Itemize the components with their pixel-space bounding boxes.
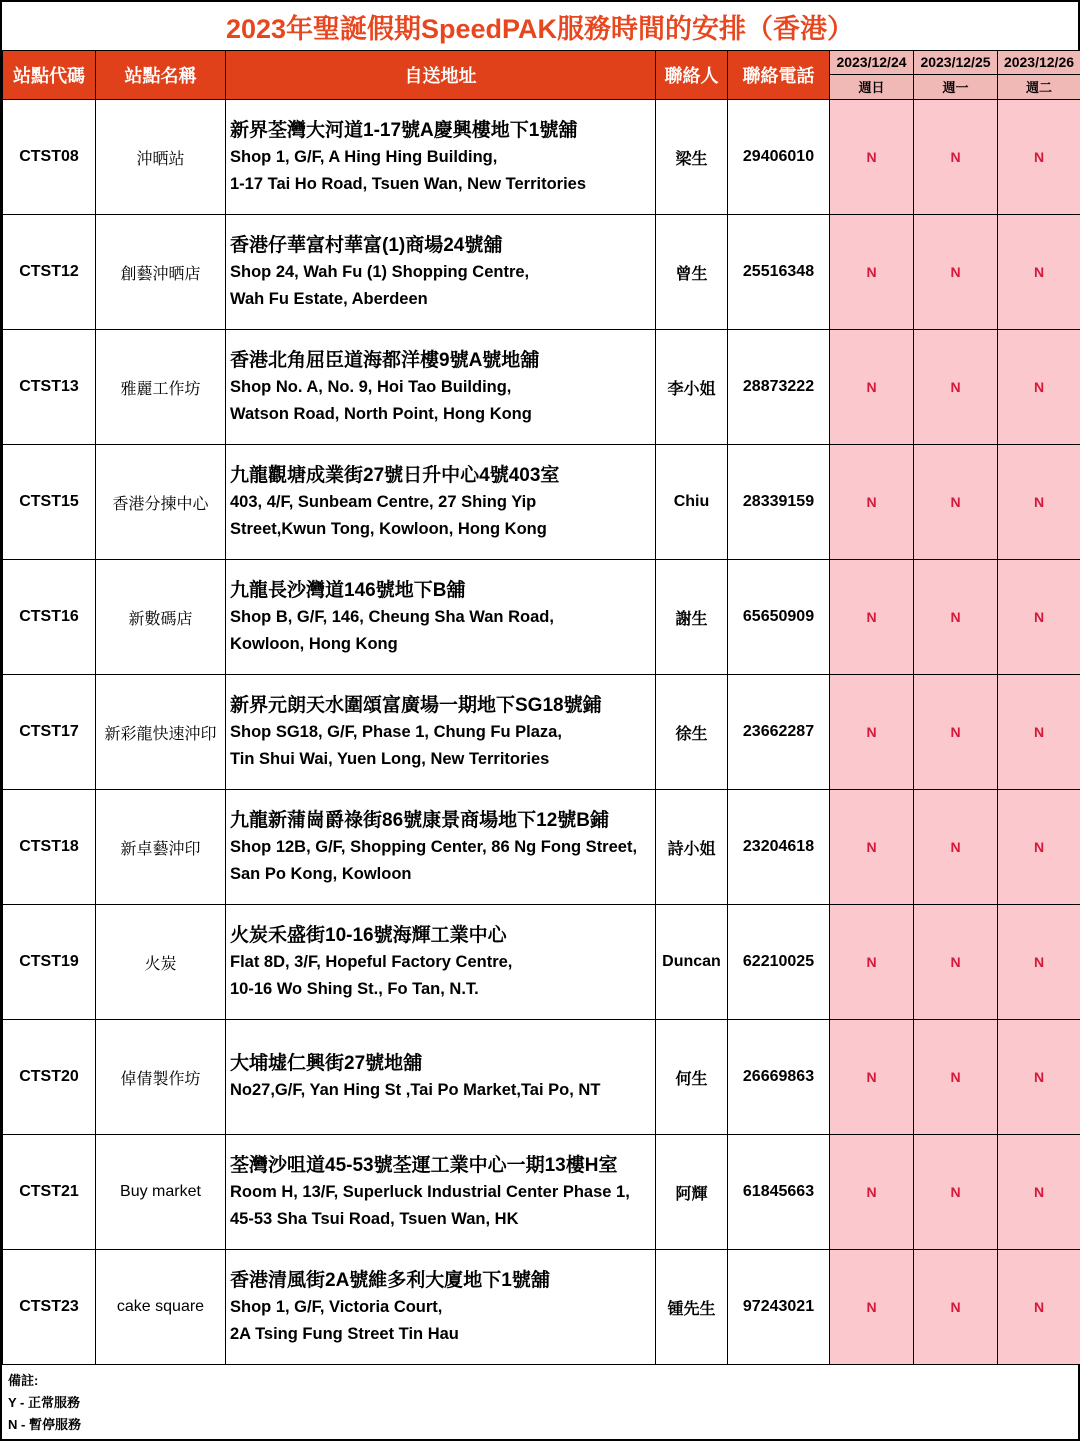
station-address <box>226 790 656 905</box>
status-2023-12-26: N <box>998 1135 1080 1250</box>
station-name: 火炭 <box>96 905 226 1020</box>
header-weekday-3: 週二 <box>998 74 1080 99</box>
station-name: 新卓藝沖印 <box>96 790 226 905</box>
address-english-line1: Room H, 13/F, Superluck Industrial Center Phase 1, <box>230 1182 630 1201</box>
notes-n: N - 暫停服務 <box>8 1417 81 1432</box>
station-name: 新數碼店 <box>96 560 226 675</box>
address-chinese: 九龍觀塘成業街27號日升中心4號403室 <box>230 464 560 486</box>
station-name: 雅麗工作坊 <box>96 330 226 445</box>
contact-phone: 62210025 <box>728 905 830 1020</box>
station-address <box>226 330 656 445</box>
address-english-line2: Watson Road, North Point, Hong Kong <box>230 404 532 423</box>
address-english-line2: Street,Kwun Tong, Kowloon, Hong Kong <box>230 519 547 538</box>
station-name: Buy market <box>96 1135 226 1250</box>
status-2023-12-24: N <box>830 905 914 1020</box>
contact-person: 何生 <box>656 1020 728 1135</box>
status-2023-12-24: N <box>830 445 914 560</box>
address-chinese: 香港清風街2A號維多利大廈地下1號舖 <box>230 1269 550 1291</box>
station-code: CTST21 <box>3 1135 96 1250</box>
address-chinese: 火炭禾盛街10-16號海輝工業中心 <box>230 924 507 946</box>
address-english-line2: San Po Kong, Kowloon <box>230 864 412 883</box>
contact-person: 謝生 <box>656 560 728 675</box>
address-english-line2: Kowloon, Hong Kong <box>230 634 398 653</box>
station-name: 創藝沖晒店 <box>96 215 226 330</box>
address-chinese: 新界元朗天水圍頌富廣場一期地下SG18號鋪 <box>230 694 602 716</box>
address-english-line1: No27,G/F, Yan Hing St ,Tai Po Market,Tai Po, NT <box>230 1081 601 1099</box>
status-2023-12-25: N <box>914 100 998 215</box>
status-2023-12-24: N <box>830 100 914 215</box>
status-2023-12-26: N <box>998 445 1080 560</box>
address-english-line1: Shop 24, Wah Fu (1) Shopping Centre, <box>230 262 530 281</box>
address-english-line2: 45-53 Sha Tsui Road, Tsuen Wan, HK <box>230 1209 519 1228</box>
contact-person: Chiu <box>656 445 728 560</box>
station-address <box>226 1135 656 1250</box>
status-2023-12-26: N <box>998 905 1080 1020</box>
address-english-line2: 2A Tsing Fung Street Tin Hau <box>230 1324 459 1343</box>
header-contact: 聯絡人 <box>656 51 728 100</box>
contact-person: 詩小姐 <box>656 790 728 905</box>
contact-phone: 26669863 <box>728 1020 830 1135</box>
address-english-line1: 403, 4/F, Sunbeam Centre, 27 Shing Yip <box>230 492 537 511</box>
contact-person: 锺先生 <box>656 1250 728 1365</box>
station-table <box>2 50 1080 1365</box>
station-name: 沖晒站 <box>96 100 226 215</box>
station-code: CTST18 <box>3 790 96 905</box>
status-2023-12-24: N <box>830 330 914 445</box>
table-row <box>3 215 1080 330</box>
status-2023-12-24: N <box>830 215 914 330</box>
station-address <box>226 100 656 215</box>
header-weekday-2: 週一 <box>914 74 998 99</box>
table-row <box>3 905 1080 1020</box>
address-english-line2: 10-16 Wo Shing St., Fo Tan, N.T. <box>230 979 479 998</box>
status-2023-12-25: N <box>914 790 998 905</box>
station-name: 新彩龍快速沖印 <box>96 675 226 790</box>
station-address <box>226 215 656 330</box>
header-date-1: 2023/12/24 <box>830 51 914 75</box>
status-2023-12-26: N <box>998 560 1080 675</box>
notes-heading: 備註: <box>8 1373 39 1388</box>
status-2023-12-24: N <box>830 560 914 675</box>
status-2023-12-26: N <box>998 330 1080 445</box>
table-row <box>3 790 1080 905</box>
table-row <box>3 560 1080 675</box>
contact-phone: 29406010 <box>728 100 830 215</box>
header-weekday-1: 週日 <box>830 74 914 99</box>
contact-person: 曾生 <box>656 215 728 330</box>
status-2023-12-26: N <box>998 675 1080 790</box>
status-2023-12-25: N <box>914 1250 998 1365</box>
address-english-line2: 1-17 Tai Ho Road, Tsuen Wan, New Territories <box>230 174 587 193</box>
header-date-2: 2023/12/25 <box>914 51 998 75</box>
header-name: 站點名稱 <box>96 51 226 100</box>
status-2023-12-26: N <box>998 1250 1080 1365</box>
contact-phone: 23204618 <box>728 790 830 905</box>
station-code: CTST13 <box>3 330 96 445</box>
address-chinese: 大埔墟仁興街27號地舖 <box>230 1053 423 1074</box>
table-row <box>3 1135 1080 1250</box>
table-row <box>3 445 1080 560</box>
status-2023-12-26: N <box>998 790 1080 905</box>
address-english-line1: Shop 12B, G/F, Shopping Center, 86 Ng Fong Street, <box>230 837 638 856</box>
status-2023-12-25: N <box>914 905 998 1020</box>
contact-phone: 97243021 <box>728 1250 830 1365</box>
contact-phone: 28873222 <box>728 330 830 445</box>
status-2023-12-24: N <box>830 1250 914 1365</box>
station-code: CTST08 <box>3 100 96 215</box>
status-2023-12-24: N <box>830 1020 914 1135</box>
contact-phone: 23662287 <box>728 675 830 790</box>
address-english-line1: Shop 1, G/F, A Hing Hing Building, <box>230 147 498 166</box>
status-2023-12-25: N <box>914 445 998 560</box>
contact-person: Duncan <box>656 905 728 1020</box>
address-chinese: 新界荃灣大河道1-17號A慶興樓地下1號舖 <box>230 119 578 141</box>
status-2023-12-24: N <box>830 1135 914 1250</box>
address-english-line2: Wah Fu Estate, Aberdeen <box>230 289 428 308</box>
station-code: CTST23 <box>3 1250 96 1365</box>
station-code: CTST12 <box>3 215 96 330</box>
station-address <box>226 1020 656 1135</box>
station-code: CTST20 <box>3 1020 96 1135</box>
address-chinese: 香港仔華富村華富(1)商場24號舖 <box>230 234 503 256</box>
status-2023-12-25: N <box>914 215 998 330</box>
station-address <box>226 675 656 790</box>
contact-phone: 25516348 <box>728 215 830 330</box>
header-address: 自送地址 <box>226 51 656 100</box>
station-address <box>226 905 656 1020</box>
table-row <box>3 1250 1080 1365</box>
contact-person: 梁生 <box>656 100 728 215</box>
status-2023-12-25: N <box>914 675 998 790</box>
status-2023-12-25: N <box>914 330 998 445</box>
table-row <box>3 1020 1080 1135</box>
status-2023-12-25: N <box>914 560 998 675</box>
address-chinese: 九龍新蒲崗爵祿街86號康景商場地下12號B鋪 <box>230 809 609 831</box>
address-english-line1: Shop SG18, G/F, Phase 1, Chung Fu Plaza, <box>230 722 562 741</box>
status-2023-12-25: N <box>914 1135 998 1250</box>
station-name: cake square <box>96 1250 226 1365</box>
contact-person: 李小姐 <box>656 330 728 445</box>
address-chinese: 九龍長沙灣道146號地下B舖 <box>230 579 466 601</box>
notes-y: Y - 正常服務 <box>8 1395 80 1410</box>
station-name: 倬倩製作坊 <box>96 1020 226 1135</box>
header-code: 站點代碼 <box>3 51 96 100</box>
status-2023-12-24: N <box>830 790 914 905</box>
notes <box>2 1370 1078 1441</box>
address-english-line1: Flat 8D, 3/F, Hopeful Factory Centre, <box>230 952 513 971</box>
page-title: 2023年聖誕假期SpeedPAK服務時間的安排（香港） <box>2 2 1078 52</box>
status-2023-12-24: N <box>830 675 914 790</box>
station-address <box>226 445 656 560</box>
station-address <box>226 1250 656 1365</box>
station-code: CTST15 <box>3 445 96 560</box>
header-date-3: 2023/12/26 <box>998 51 1080 75</box>
station-code: CTST19 <box>3 905 96 1020</box>
contact-phone: 65650909 <box>728 560 830 675</box>
status-2023-12-26: N <box>998 100 1080 215</box>
table-row <box>3 100 1080 215</box>
status-2023-12-26: N <box>998 215 1080 330</box>
address-chinese: 香港北角屈臣道海都洋樓9號A號地舖 <box>230 349 540 371</box>
contact-person: 阿輝 <box>656 1135 728 1250</box>
station-address <box>226 560 656 675</box>
address-english-line1: Shop B, G/F, 146, Cheung Sha Wan Road, <box>230 607 554 626</box>
status-2023-12-25: N <box>914 1020 998 1135</box>
contact-phone: 28339159 <box>728 445 830 560</box>
table-row <box>3 675 1080 790</box>
station-code: CTST16 <box>3 560 96 675</box>
station-name: 香港分揀中心 <box>96 445 226 560</box>
contact-person: 徐生 <box>656 675 728 790</box>
table-row <box>3 330 1080 445</box>
status-2023-12-26: N <box>998 1020 1080 1135</box>
station-code: CTST17 <box>3 675 96 790</box>
address-chinese: 荃灣沙咀道45-53號荃運工業中心一期13樓H室 <box>230 1154 618 1176</box>
address-english-line1: Shop 1, G/F, Victoria Court, <box>230 1297 443 1316</box>
address-english-line2: Tin Shui Wai, Yuen Long, New Territories <box>230 749 550 768</box>
contact-phone: 61845663 <box>728 1135 830 1250</box>
address-english-line1: Shop No. A, No. 9, Hoi Tao Building, <box>230 377 512 396</box>
header-phone: 聯絡電話 <box>728 51 830 100</box>
